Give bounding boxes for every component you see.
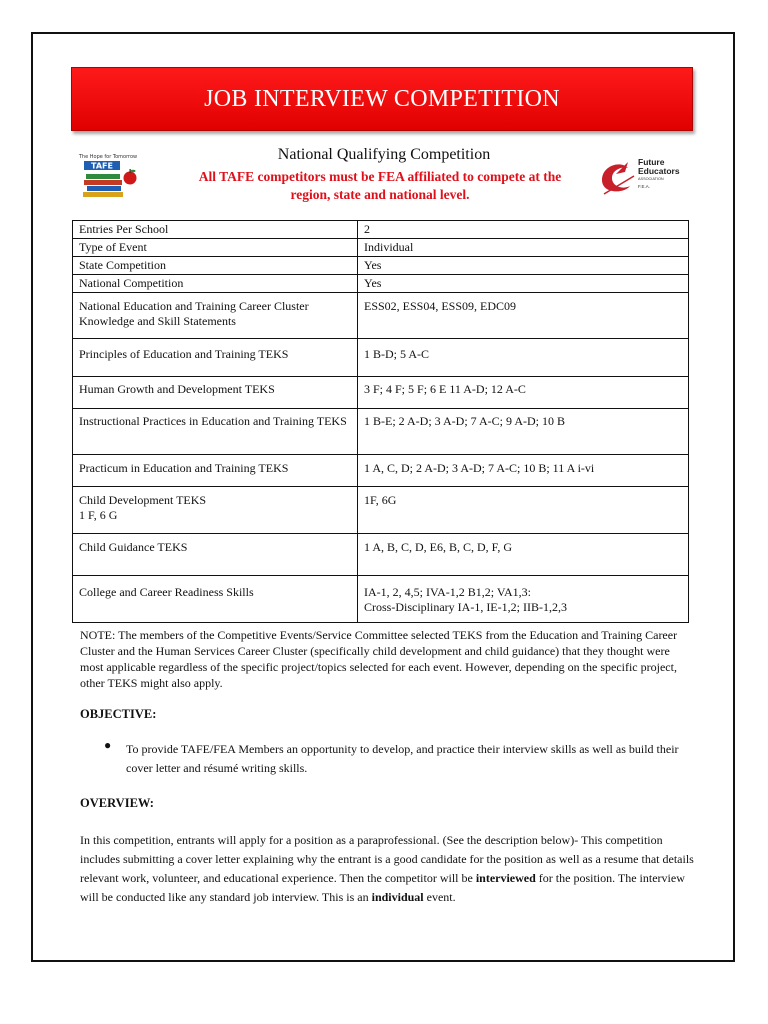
overview-text: In this competition, entrants will apply for a position as a paraprofessional. (See the description below)- This competition includes submitting a cover letter explaining why the entrant is a good candidate for the position as well as a resume that details relevant work, volunteer, and educational experience. Then the competitor will be interviewed for the position. The interview will be conducted like any standard job interview. This is an individual event. bbox=[80, 833, 694, 904]
row-value: 1 B-E; 2 A-D; 3 A-D; 7 A-C; 9 A-D; 10 B bbox=[358, 409, 689, 455]
row-value: ESS02, ESS04, ESS09, EDC09 bbox=[358, 293, 689, 339]
row-label: Child Guidance TEKS bbox=[73, 534, 358, 576]
fea-line3: ASSOCIATION bbox=[638, 177, 664, 181]
table-row bbox=[73, 576, 689, 623]
row-label: State Competition bbox=[73, 257, 358, 275]
book-icon bbox=[86, 174, 120, 179]
table-row bbox=[73, 257, 689, 275]
objective-text: To provide TAFE/FEA Members an opportunity to develop, and practice their interview skills as well as build their cover letter and résumé writing skills. bbox=[126, 742, 679, 775]
table-row bbox=[73, 239, 689, 257]
book-icon bbox=[84, 180, 122, 185]
apple-icon bbox=[124, 172, 137, 185]
row-value: 1 A, B, C, D, E6, B, C, D, F, G bbox=[358, 534, 689, 576]
title-banner bbox=[71, 67, 693, 131]
book-icon bbox=[83, 192, 123, 197]
fea-logo bbox=[598, 154, 708, 198]
table-row bbox=[73, 534, 689, 576]
tafe-name: TAFE bbox=[91, 161, 113, 171]
table-row bbox=[73, 339, 689, 377]
page-title: JOB INTERVIEW COMPETITION bbox=[204, 85, 560, 112]
bullet-icon: ● bbox=[104, 738, 112, 752]
row-label: Principles of Education and Training TEKS bbox=[73, 339, 358, 377]
event-info-table bbox=[72, 220, 689, 623]
row-label: National Competition bbox=[73, 275, 358, 293]
table-row bbox=[73, 275, 689, 293]
row-label: College and Career Readiness Skills bbox=[73, 576, 358, 623]
row-label: Practicum in Education and Training TEKS bbox=[73, 455, 358, 487]
row-label: Entries Per School bbox=[73, 221, 358, 239]
row-value: Yes bbox=[358, 257, 689, 275]
row-value: 1F, 6G bbox=[358, 487, 689, 534]
row-value: 2 bbox=[358, 221, 689, 239]
row-value: 1 B-D; 5 A-C bbox=[358, 339, 689, 377]
table-row bbox=[73, 409, 689, 455]
table-row bbox=[73, 221, 689, 239]
affiliation-notice: All TAFE competitors must be FEA affiliated to compete at the region, state and national level. bbox=[198, 169, 562, 202]
row-value: Individual bbox=[358, 239, 689, 257]
table-row bbox=[73, 455, 689, 487]
fea-line2: Educators bbox=[638, 166, 680, 176]
objective-heading: OBJECTIVE: bbox=[80, 707, 157, 721]
row-label: Human Growth and Development TEKS bbox=[73, 377, 358, 409]
fea-line4: F.E.A. bbox=[638, 184, 651, 189]
fea-line1: Future bbox=[638, 157, 665, 167]
book-icon bbox=[87, 186, 121, 191]
table-row bbox=[73, 293, 689, 339]
table-row bbox=[73, 377, 689, 409]
row-label: Child Development TEKS 1 F, 6 G bbox=[73, 487, 358, 534]
row-value: IA-1, 2, 4,5; IVA-1,2 B1,2; VA1,3: Cross-Disciplinary IA-1, IE-1,2; IIB-1,2,3 bbox=[358, 576, 689, 623]
overview-heading: OVERVIEW: bbox=[80, 796, 154, 810]
row-value: 1 A, C, D; 2 A-D; 3 A-D; 7 A-C; 10 B; 11 A i-vi bbox=[358, 455, 689, 487]
row-value: Yes bbox=[358, 275, 689, 293]
row-label: Instructional Practices in Education and Training TEKS bbox=[73, 409, 358, 455]
row-value: 3 F; 4 F; 5 F; 6 E 11 A-D; 12 A-C bbox=[358, 377, 689, 409]
teks-note: NOTE: The members of the Competitive Events/Service Committee selected TEKS from the Education and Training Career Cluster and the Human Services Career Cluster (specifically child development and child guidance) that they thought were most applicable regardless of the specific project/topics selected for each event. However, depending on the specific project, other TEKS might also apply. bbox=[80, 628, 678, 690]
table-row bbox=[73, 487, 689, 534]
row-label: National Education and Training Career Cluster Knowledge and Skill Statements bbox=[73, 293, 358, 339]
tafe-tagline: The Hope for Tomorrow bbox=[78, 154, 138, 160]
subtitle: National Qualifying Competition bbox=[277, 146, 491, 163]
row-label: Type of Event bbox=[73, 239, 358, 257]
